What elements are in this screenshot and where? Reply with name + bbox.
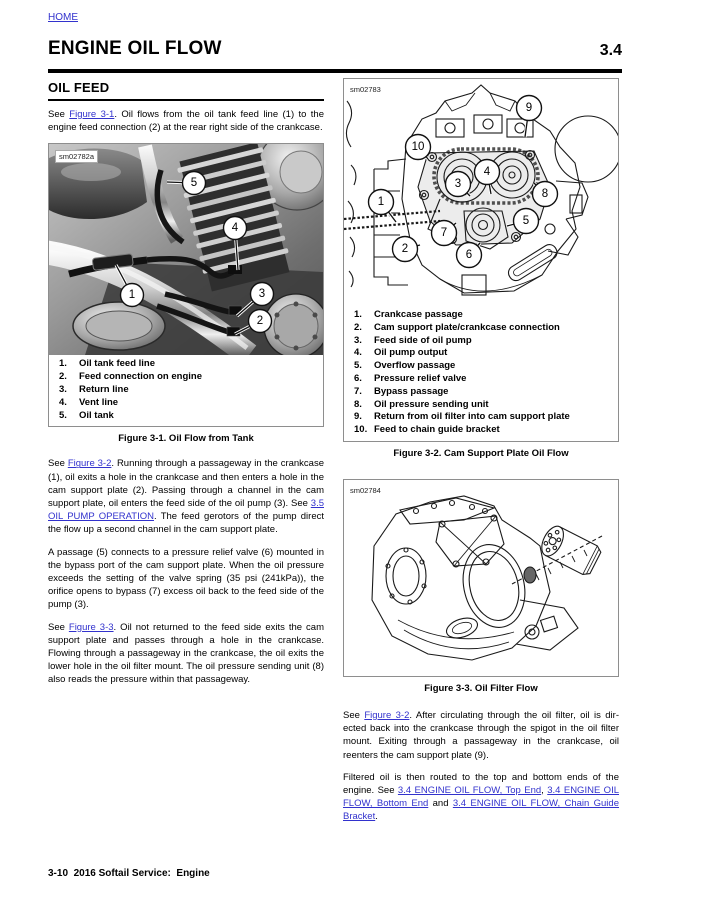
inline-link[interactable]: Figure 3-3 [68,621,114,633]
figure-3-2-drawing [344,79,618,306]
inline-link[interactable]: 3.4 ENGINE OIL FLOW, Chain Guide Bracket [343,798,619,823]
footer-text: 3-10 2016 Softail Service: Engine [48,868,210,879]
callout-6: 6 [465,249,473,261]
legend-text: Oil pressure sending unit [374,398,489,410]
callout-7: 7 [440,227,448,239]
legend-text: Oil tank [79,409,114,421]
callout-3: 3 [454,178,462,190]
legend-text: Vent line [79,396,119,408]
figure-3-3-drawing [344,480,618,676]
home-link[interactable]: HOME [48,12,78,23]
figure-3-3-tag: sm02784 [350,485,381,495]
text-run: , [541,784,548,796]
legend-number: 9. [354,411,362,423]
legend-text: Feed side of oil pump [374,334,472,346]
title-rule [48,69,622,73]
callout-1: 1 [377,196,385,208]
figure-3-1-photo [49,144,323,355]
legend-number: 8. [354,398,362,410]
text-run: See [48,621,69,633]
text-run: . Running through a passageway in the crankcase (1), oil exits a hole in the crankcase and then enters a hole in the cam support plate (2). Passing through a channel in the cam support plate, oil enters the feed side of the oil pump (3). See [48,458,324,509]
legend-item [49,358,323,371]
legend-number: 5. [354,360,362,372]
callout-4: 4 [483,166,491,178]
legend-text: Crankcase passage [374,309,463,320]
legend-item [344,399,618,412]
legend-text: Oil tank feed line [79,358,156,370]
text-run: Filtered oil is then routed to the top and bottom ends of the engine. See [343,771,619,796]
page-title: ENGINE OIL FLOW [48,38,222,59]
text-run: A passage (5) connects to a pressure relief valve (6) mounted in the bypass port of the cam support plate. When the oil pressure exceeds the setting of the valve spring (35 psi (241kPa)), the orifice opens to bypass (7) excess oil back to the feed side of the pump (3). [48,546,324,611]
text-run: . After circulating through the oil filter, oil is directed back into the crankcase through the spigot in the oil filter mount. Exiting through a passageway in the crankcase, oil reenters the cam support plate (9). [343,709,619,761]
callout-10: 10 [411,141,425,153]
legend-item [344,386,618,399]
legend-number: 10. [354,424,368,436]
left-column [48,80,324,687]
callout-3: 3 [258,288,266,301]
legend-number: 5. [59,409,67,421]
paragraph-cam-plate [48,457,324,536]
callout-5: 5 [190,177,198,190]
legend-item [344,411,618,424]
inline-link[interactable]: 3.5 OIL PUMP OPERATION [48,498,324,523]
legend-item [344,424,618,437]
legend-item [49,371,323,384]
legend-number: 2. [59,371,67,383]
callout-4: 4 [231,222,239,235]
title-row [48,38,622,60]
text-run: . Oil not returned to the feed side exits the cam support plate and passes through a hole in the crankcase. Flowing through a passageway in the crankcase, the oil exits the lower hole in the oil filter mount. The oil pressure sending unit (8) also reads the pressure within that passageway. [48,621,324,686]
inline-link[interactable]: Figure 3-1 [69,109,115,120]
legend-text: Return line [79,384,129,395]
paragraph-filtered-routed [343,771,619,824]
inline-link[interactable]: 3.4 ENGINE OIL FLOW, Top End [397,784,542,796]
callout-5: 5 [522,215,530,227]
legend-number: 7. [354,385,362,397]
legend-text: Overflow passage [374,360,456,372]
legend-text: Pressure relief valve [374,372,467,384]
text-run: See [48,458,68,470]
text-run: See [343,709,365,721]
paragraph-relief-valve [48,546,324,612]
figure-3-3 [343,479,619,677]
right-column [343,78,619,824]
legend-item [344,360,618,373]
legend-number: 6. [354,372,362,384]
inline-link[interactable]: 3.4 ENGINE OIL FLOW, Bottom End [343,784,619,810]
figure-3-2-legend [344,306,618,441]
figure-3-1-tag: sm02782a [55,150,98,163]
legend-item [344,373,618,386]
inline-link[interactable]: Figure 3-2 [364,709,410,721]
legend-text: Return from oil filter into cam support plate [374,411,570,423]
figure-3-1-legend [49,355,323,426]
paragraph-filter-exit [48,621,324,687]
text-run: . The feed gerotors of the pump direct the flow up a second channel in the cam support plate. [48,511,325,536]
legend-number: 1. [354,309,362,320]
heading-oil-feed: OIL FEED [48,80,324,101]
text-run: See [48,109,70,120]
legend-text: Feed connection on engine [79,371,202,383]
legend-item [344,347,618,360]
figure-3-1-caption: Figure 3-1. Oil Flow from Tank [118,433,254,445]
callout-2: 2 [401,243,409,255]
legend-text: Bypass passage [374,385,449,397]
legend-number: 4. [354,347,362,359]
legend-item [49,397,323,410]
legend-text: Cam support plate/crankcase connection [374,321,560,333]
figure-3-1 [48,143,324,427]
legend-text: Feed to chain guide bracket [374,424,500,436]
callout-2: 2 [256,315,264,328]
inline-link[interactable]: Figure 3-2 [67,458,112,470]
text-run: and [428,798,453,810]
paragraph-filter-return [343,709,619,762]
legend-item [49,410,323,423]
legend-text: Oil pump output [374,347,448,359]
legend-number: 4. [59,396,67,408]
text-run: . [375,811,378,823]
figure-3-2-caption: Figure 3-2. Cam Support Plate Oil Flow [393,447,569,459]
legend-number: 2. [354,321,362,333]
callout-9: 9 [525,102,533,114]
legend-number: 3. [354,334,362,346]
figure-3-3-caption: Figure 3-3. Oil Filter Flow [424,682,538,694]
legend-item [344,322,618,335]
legend-item [344,309,618,322]
section-number: 3.4 [599,42,622,59]
legend-number: 1. [59,358,67,370]
legend-number: 3. [59,384,67,395]
figure-3-2 [343,78,619,442]
callout-8: 8 [541,188,549,200]
text-run: . Oil flows from the oil tank feed line (1) to the engine feed connection (2) at the rear right side of the crankcase. [48,109,324,134]
legend-item [344,335,618,348]
legend-item [49,384,323,397]
paragraph-oil-feed [48,108,324,134]
callout-1: 1 [128,289,136,302]
figure-3-2-tag: sm02783 [350,85,381,94]
